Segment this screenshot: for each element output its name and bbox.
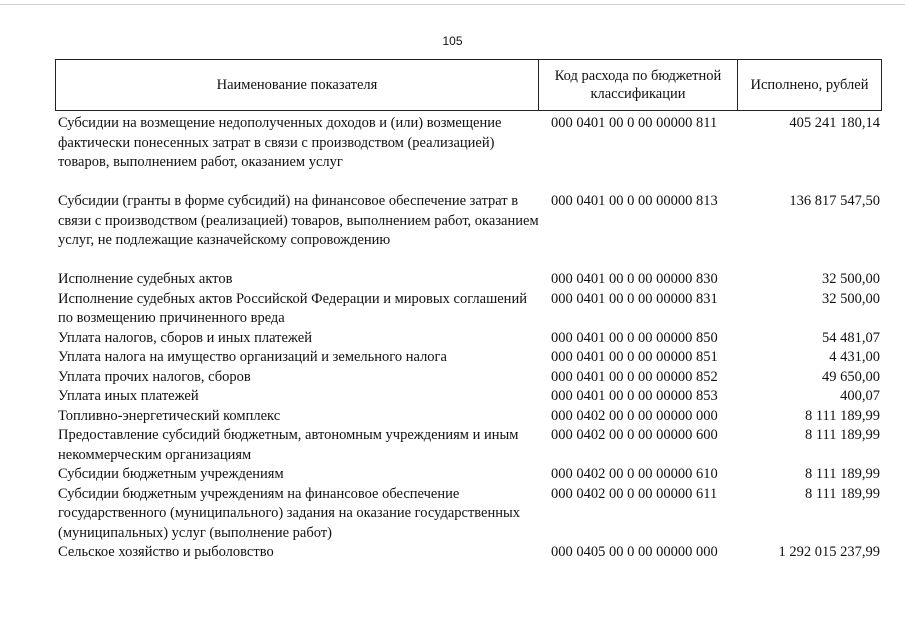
- table-row: [58, 485, 884, 544]
- row-name: Субсидии на возмещение недополученных доходов и (или) возмещение фактически понесенных затрат в связи с производством (реализацией) товаров, выполнением работ, оказанием услуг: [58, 115, 502, 170]
- row-value: 8 111 189,99: [804, 485, 880, 502]
- row-value: 136 817 547,50: [789, 193, 880, 209]
- table-row: [58, 465, 884, 485]
- row-name: Уплата налога на имущество организаций и земельного налога: [58, 349, 447, 365]
- table-row: [58, 426, 884, 465]
- row-name: Уплата прочих налогов, сборов: [58, 368, 251, 385]
- table-body: [58, 114, 884, 563]
- header-budget-code: Код расхода по бюджетной классификации: [539, 60, 738, 110]
- table-header: [55, 59, 882, 111]
- row-code: 000 0401 00 0 00 00000 813: [551, 193, 718, 209]
- row-code: 000 0402 00 0 00 00000 600: [551, 427, 718, 443]
- row-value: 54 481,07: [822, 329, 880, 346]
- row-value: 1 292 015 237,99: [778, 544, 880, 560]
- row-value: 8 111 189,99: [804, 466, 880, 482]
- row-code: 000 0402 00 0 00 00000 611: [551, 485, 718, 502]
- row-value: 8 111 189,99: [804, 427, 880, 443]
- row-code: 000 0401 00 0 00 00000 853: [551, 388, 718, 404]
- row-value: 400,07: [840, 388, 880, 404]
- row-value: 32 500,00: [822, 290, 880, 307]
- row-code: 000 0401 00 0 00 00000 850: [551, 329, 718, 346]
- header-executed: Исполнено, рублей: [750, 77, 869, 93]
- top-scan-edge: [0, 4, 905, 5]
- row-value: 32 500,00: [822, 271, 880, 287]
- table-row: [58, 543, 884, 563]
- row-code: 000 0401 00 0 00 00000 811: [551, 115, 718, 131]
- row-value: 49 650,00: [822, 368, 880, 385]
- row-code: 000 0402 00 0 00 00000 610: [551, 466, 718, 482]
- row-name: Субсидии бюджетным учреждениям на финансовое обеспечение государственного (муниципального) задания на оказание государственных (муниципальных) услуг (выполнение работ): [58, 485, 520, 541]
- table-row: [58, 348, 884, 368]
- header-indicator-name: Наименование показателя: [56, 60, 539, 110]
- row-value: 4 431,00: [829, 349, 880, 365]
- row-name: Исполнение судебных актов: [58, 271, 233, 287]
- row-code: 000 0401 00 0 00 00000 851: [551, 349, 718, 365]
- row-value: 405 241 180,14: [789, 115, 880, 131]
- row-name: Уплата иных платежей: [58, 388, 199, 404]
- row-code: 000 0405 00 0 00 00000 000: [551, 544, 718, 560]
- row-code: 000 0402 00 0 00 00000 000: [551, 407, 718, 424]
- table-row: [58, 290, 884, 329]
- table-row: [58, 270, 884, 290]
- table-row: [58, 192, 884, 270]
- row-code: 000 0401 00 0 00 00000 830: [551, 271, 718, 287]
- row-code: 000 0401 00 0 00 00000 831: [551, 290, 718, 307]
- table-row: [58, 114, 884, 192]
- row-name: Сельское хозяйство и рыболовство: [58, 544, 274, 560]
- row-code: 000 0401 00 0 00 00000 852: [551, 368, 718, 385]
- table-row: [58, 387, 884, 407]
- row-name: Уплата налогов, сборов и иных платежей: [58, 329, 312, 346]
- row-name: Исполнение судебных актов Российской Федерации и мировых соглашений по возмещению причиненного вреда: [58, 290, 527, 326]
- row-name: Субсидии бюджетным учреждениям: [58, 466, 284, 482]
- page-number: 105: [442, 34, 463, 48]
- table-row: [58, 368, 884, 388]
- row-value: 8 111 189,99: [804, 407, 880, 424]
- table-row: [58, 329, 884, 349]
- row-name: Субсидии (гранты в форме субсидий) на финансовое обеспечение затрат в связи с производством (реализацией) товаров, выполнением работ, оказанием услуг, не подлежащие казначейскому сопровождению: [58, 193, 539, 248]
- row-name: Предоставление субсидий бюджетным, автономным учреждениям и иным некоммерческим организациям: [58, 427, 519, 463]
- row-name: Топливно-энергетический комплекс: [58, 407, 281, 424]
- table-row: [58, 407, 884, 427]
